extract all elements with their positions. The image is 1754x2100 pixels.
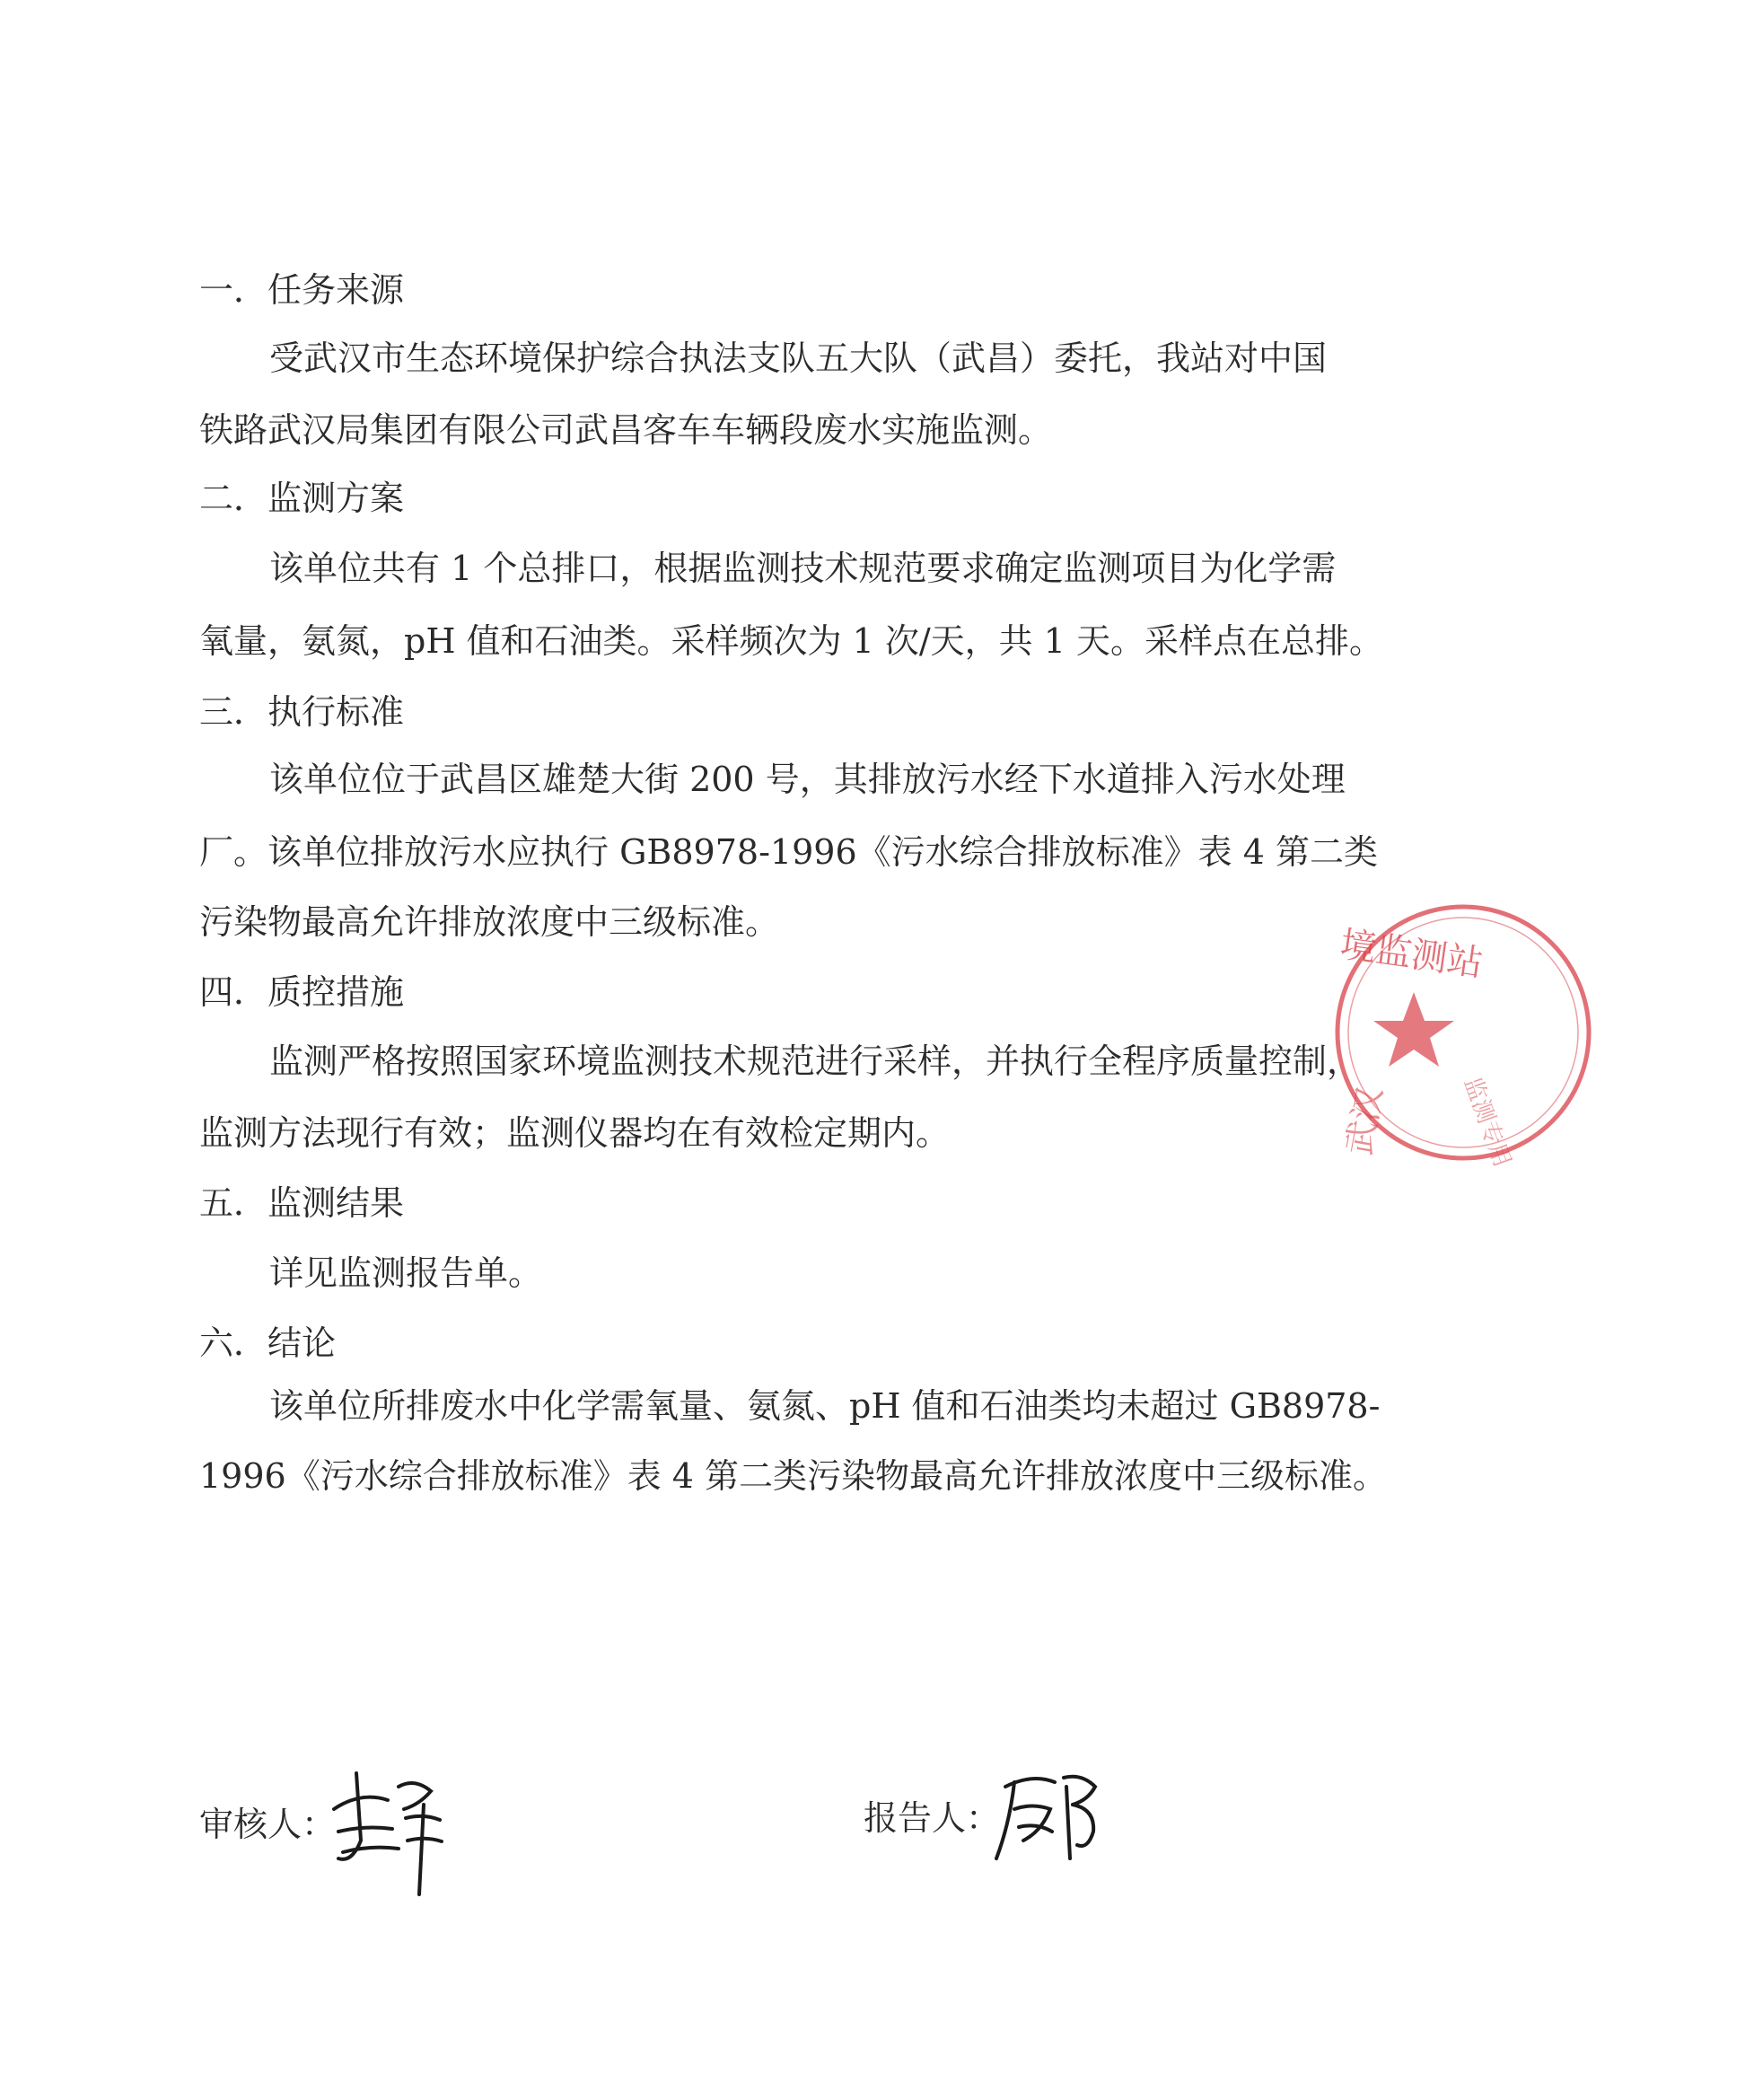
svg-text:境监测站: 境监测站 (1337, 924, 1486, 986)
section-3-line-2: 厂。该单位排放污水应执行 GB8978-1996《污水综合排放标准》表 4 第二类 (199, 832, 1378, 872)
svg-text:武汉: 武汉 (1338, 1084, 1390, 1158)
section-4-heading: 四．质控措施 (199, 972, 405, 1012)
section-5-heading: 五．监测结果 (199, 1183, 405, 1223)
reviewer-signature (325, 1755, 451, 1902)
section-2-heading: 二．监测方案 (199, 479, 405, 518)
section-1-line-1: 受武汉市生态环境保护综合执法支队五大队（武昌）委托，我站对中国 (269, 338, 1328, 378)
section-6-line-1: 该单位所排废水中化学需氧量、氨氮、pH 值和石油类均未超过 GB8978- (269, 1386, 1381, 1426)
section-1-line-2: 铁路武汉局集团有限公司武昌客车车辆段废水实施监测。 (199, 410, 1053, 450)
section-3-line-3: 污染物最高允许排放浓度中三级标准。 (199, 902, 780, 942)
section-2-line-1: 该单位共有 1 个总排口，根据监测技术规范要求确定监测项目为化学需 (269, 549, 1337, 588)
section-3-line-1: 该单位位于武昌区雄楚大街 200 号，其排放污水经下水道排入污水处理 (269, 760, 1346, 799)
section-4-line-2: 监测方法现行有效；监测仪器均在有效检定期内。 (199, 1113, 951, 1153)
reviewer-label: 审核人： (199, 1805, 337, 1844)
svg-text:监测专用: 监测专用 (1458, 1074, 1516, 1172)
section-5-line-1: 详见监测报告单。 (269, 1253, 543, 1293)
reporter-label: 报告人： (864, 1798, 1001, 1838)
section-1-heading: 一．任务来源 (199, 270, 405, 310)
section-6-heading: 六．结论 (199, 1323, 337, 1363)
section-4-line-1: 监测严格按照国家环境监测技术规范进行采样，并执行全程序质量控制， (269, 1041, 1362, 1081)
section-6-line-2: 1996《污水综合排放标准》表 4 第二类污染物最高允许排放浓度中三级标准。 (199, 1456, 1388, 1496)
official-stamp (1320, 884, 1516, 1181)
section-2-line-2: 氧量，氨氮，pH 值和石油类。采样频次为 1 次/天，共 1 天。采样点在总排。 (199, 621, 1384, 661)
reporter-signature (987, 1760, 1113, 1889)
section-3-heading: 三．执行标准 (199, 692, 405, 732)
stamp-seal-icon (1320, 884, 1516, 1181)
